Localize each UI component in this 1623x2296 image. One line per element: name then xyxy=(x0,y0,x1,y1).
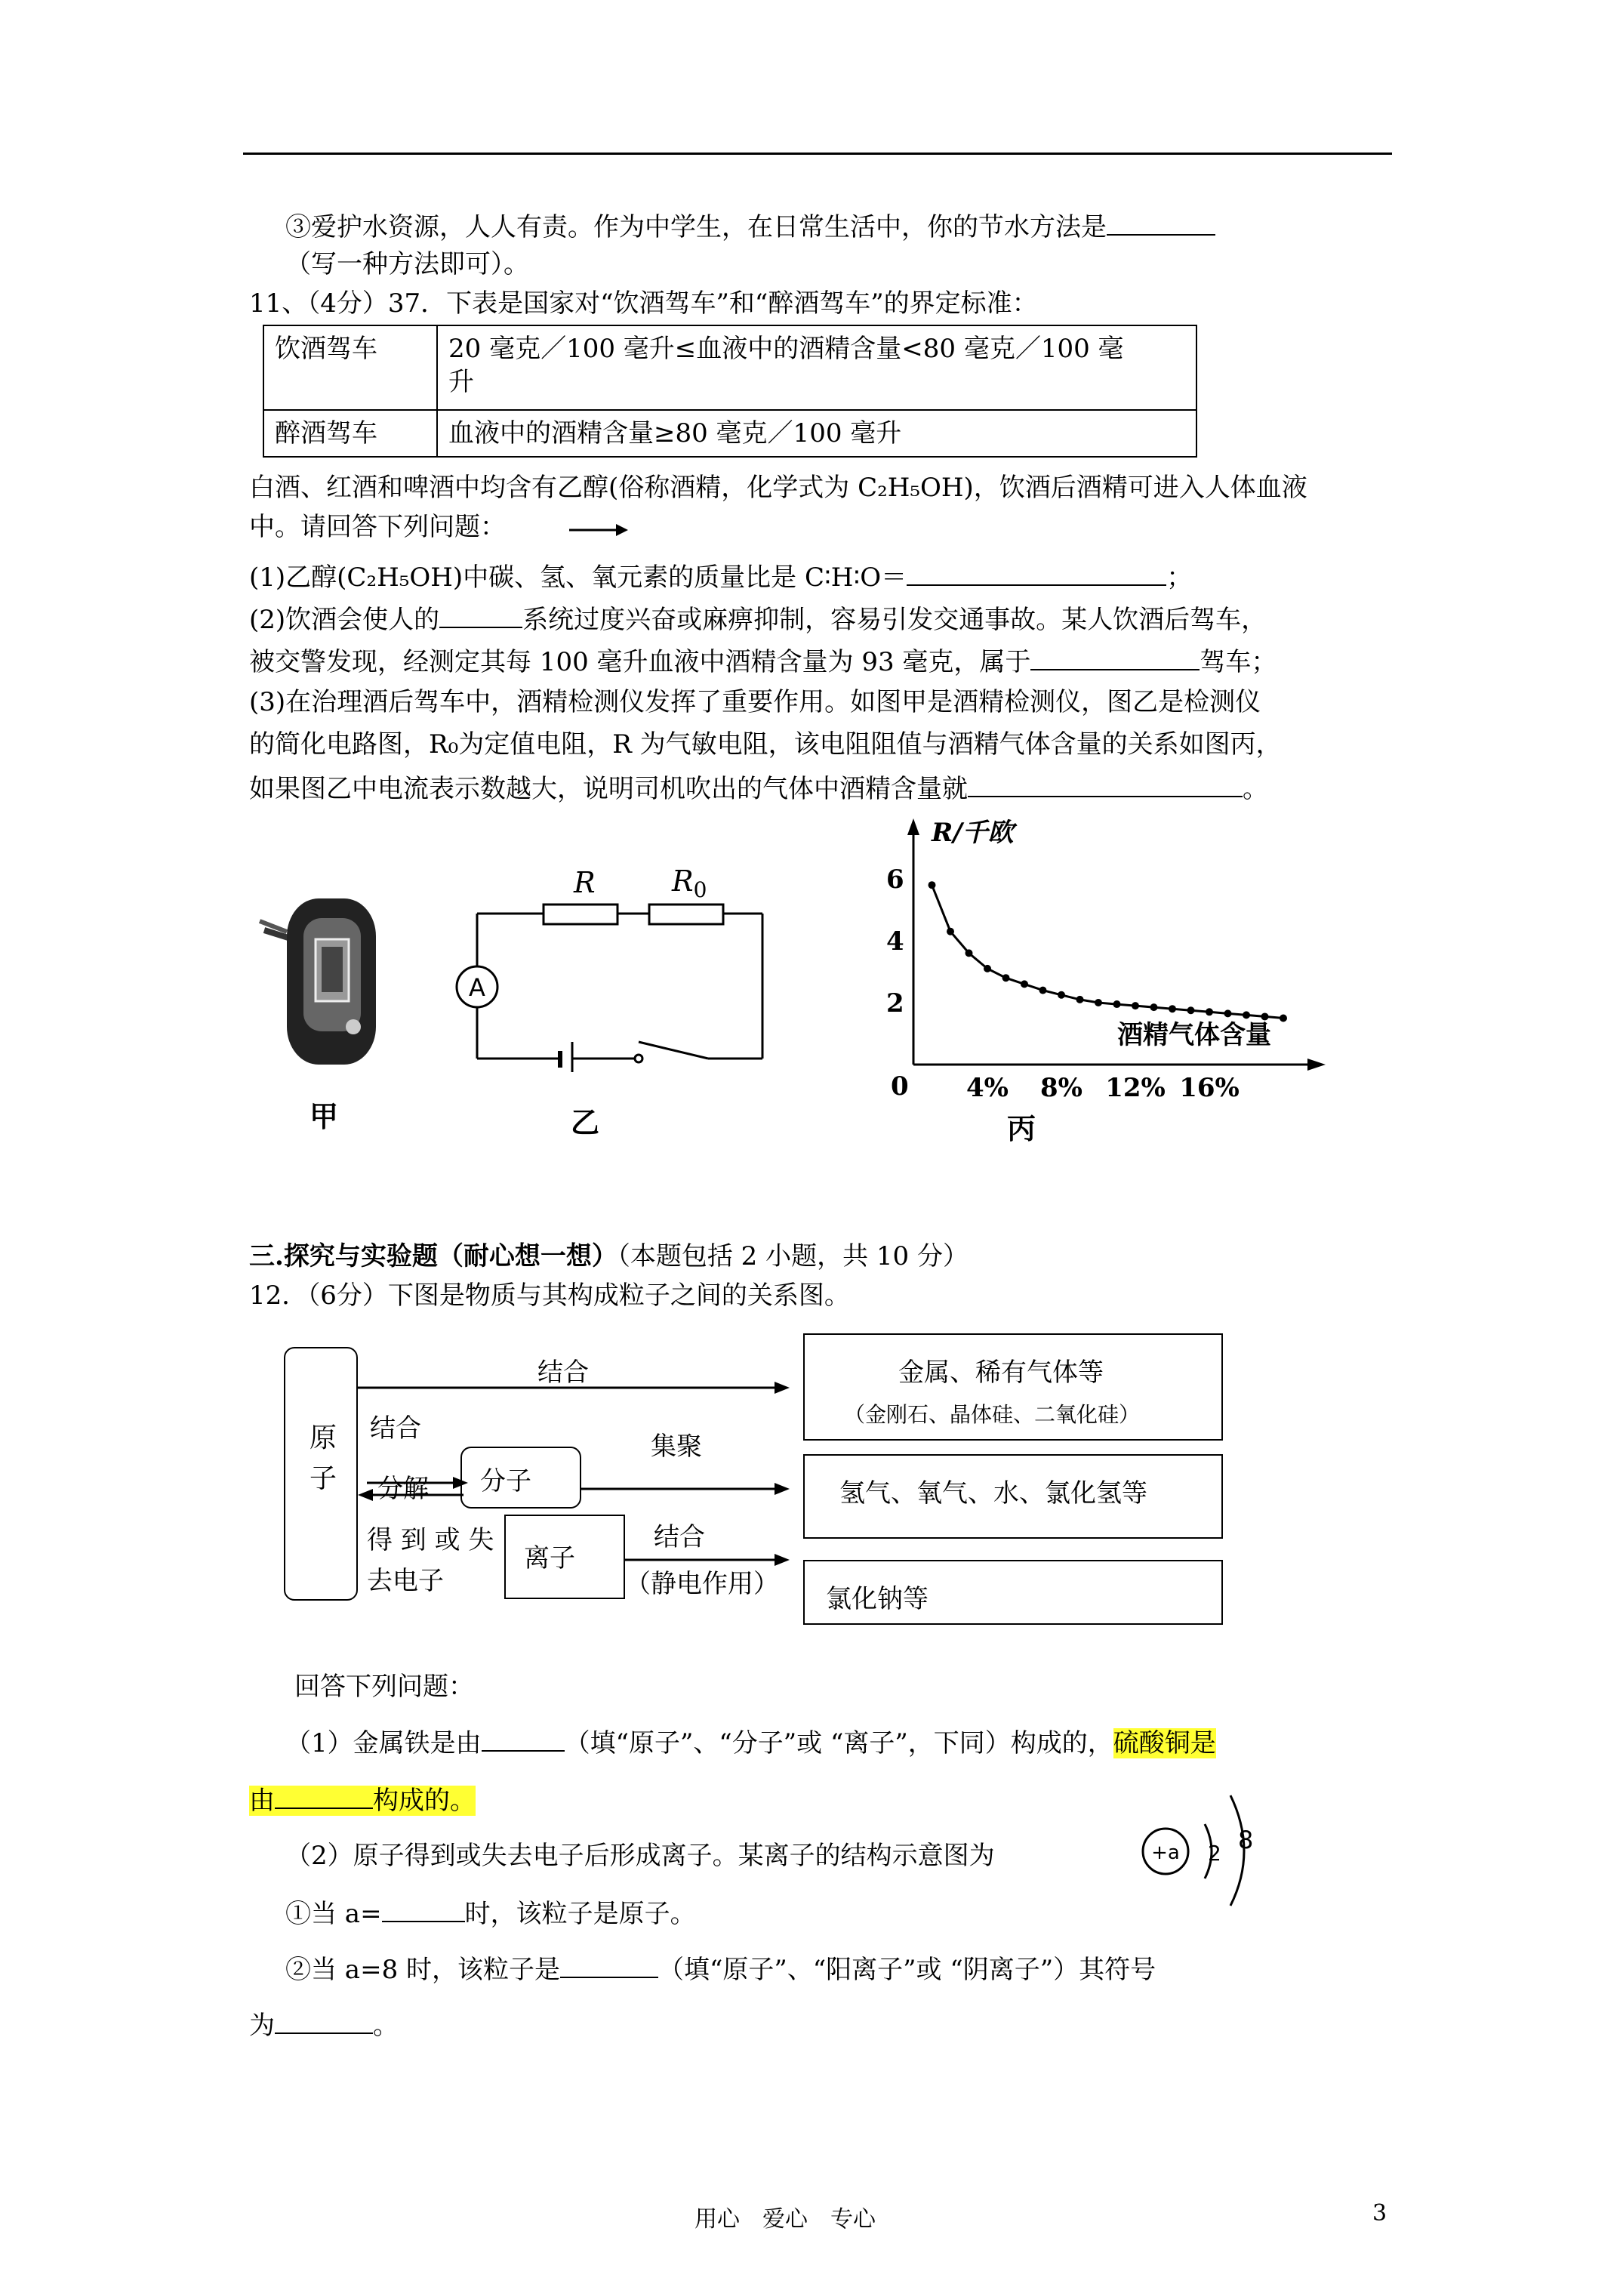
data-point xyxy=(1039,987,1047,994)
row-value: 血液中的酒精含量≥80 毫克／100 毫升 xyxy=(437,410,1196,457)
page-number: 3 xyxy=(1372,2200,1387,2227)
q11-p1: (1)乙醇(C₂H₅OH)中碳、氢、氧元素的质量比是 C∶H∶O＝ ； xyxy=(249,559,1192,594)
data-point xyxy=(1150,1003,1158,1011)
table-row xyxy=(263,410,1196,457)
electrostatic-label: （静电作用） xyxy=(625,1569,779,1599)
gain-lose-label-2: 去电子 xyxy=(367,1566,444,1596)
data-point xyxy=(1058,991,1065,999)
fig-label-yi: 乙 xyxy=(571,1105,600,1139)
y-axis-arrow xyxy=(907,818,919,835)
box1-line1: 金属、稀有气体等 xyxy=(898,1358,1104,1388)
q12-p2: （2）原子得到或失去电子后形成离子。某离子的结构示意图为 xyxy=(285,1841,995,1871)
box2-label: 氢气、氧气、水、氯化氢等 xyxy=(839,1478,1147,1509)
circuit-diagram xyxy=(445,853,778,1072)
y-tick-label: 4 xyxy=(886,926,904,957)
data-point xyxy=(1243,1011,1250,1019)
gain-lose-label-1: 得 到 或 失 xyxy=(367,1525,494,1555)
origin-label: 0 xyxy=(891,1071,909,1102)
combine-mid-label: 结合 xyxy=(370,1413,421,1444)
fig-label-jia: 甲 xyxy=(310,1099,339,1133)
combine-top-label: 结合 xyxy=(537,1358,589,1388)
q11-p3-3: 如果图乙中电流表示数越大，说明司机吹出的气体中酒精含量就 。 xyxy=(249,770,1268,806)
footer-center: 用心 爱心 专心 xyxy=(694,2206,876,2233)
resistor-r0-label: $R_0$ xyxy=(672,864,707,902)
combine-bottom-label: 结合 xyxy=(654,1522,705,1552)
drink-driving-table xyxy=(263,325,1197,458)
resistor-r0 xyxy=(649,905,723,924)
q12-p1: （1）金属铁是由 （填“原子”、“分子”或 “离子”，下同）构成的，硫酸铜是 xyxy=(285,1724,1216,1760)
x-axis-arrow xyxy=(1307,1059,1326,1071)
answer-blank[interactable] xyxy=(275,1782,373,1809)
data-point xyxy=(1224,1009,1232,1017)
data-point xyxy=(1206,1008,1213,1015)
arrow-right-icon xyxy=(775,1483,790,1495)
svg-text:2: 2 xyxy=(1208,1841,1221,1866)
q11-p2a: (2)饮酒会使人的 系统过度兴奋或麻痹抑制，容易引发交通事故。某人饮酒后驾车， xyxy=(249,601,1267,636)
ion-structure-diagram xyxy=(1132,1786,1283,1907)
q12-s2: ②当 a=8 时，该粒子是 （填“原子”、“阳离子”或 “阴离子”）其符号 xyxy=(285,1951,1156,1986)
q11-intro2: 中。请回答下列问题： xyxy=(249,512,506,542)
q10-3-line1: ③爱护水资源，人人有责。作为中学生，在日常生活中，你的节水方法是 xyxy=(285,208,1215,244)
row-label: 醉酒驾车 xyxy=(263,410,437,457)
x-tick-label: 8% xyxy=(1040,1073,1083,1103)
q11-p2b: 被交警发现，经测定其每 100 毫升血液中酒精含量为 93 毫克，属于 驾车； xyxy=(249,643,1277,679)
switch xyxy=(639,1042,708,1059)
arrow-left-icon xyxy=(358,1489,373,1501)
data-point xyxy=(1261,1012,1269,1020)
q11-intro1: 白酒、红酒和啤酒中均含有乙醇(俗称酒精，化学式为 C₂H₅OH)，饮酒后酒精可进入人体血液 xyxy=(249,473,1307,503)
data-point xyxy=(1132,1002,1139,1009)
molecule-label: 分子 xyxy=(480,1466,531,1496)
answer-blank[interactable] xyxy=(275,2007,373,2034)
data-point xyxy=(1002,974,1010,982)
answer-blank[interactable] xyxy=(382,1895,465,1922)
q12-intro: 回答下列问题： xyxy=(294,1672,474,1702)
resistance-chart xyxy=(853,815,1336,1148)
q12-s2-cont: 为 。 xyxy=(249,2007,399,2042)
row-value: 20 毫克／100 毫升≤血液中的酒精含量<80 毫克／100 毫 升 xyxy=(437,325,1196,410)
answer-blank[interactable] xyxy=(1030,643,1200,670)
data-point xyxy=(1169,1005,1176,1012)
data-point xyxy=(1076,996,1084,1003)
fig-label-bing: 丙 xyxy=(1007,1111,1036,1145)
y-axis-label: R/千欧 xyxy=(932,818,1014,848)
arrow-right-icon xyxy=(775,1382,790,1394)
data-point xyxy=(1095,999,1102,1006)
q12-p1-cont: 由 构成的。 xyxy=(249,1782,476,1817)
data-point xyxy=(1021,980,1028,988)
resistor-r xyxy=(544,905,617,924)
answer-blank[interactable] xyxy=(439,601,522,628)
q11-heading: 11、（4分）37．下表是国家对“饮酒驾车”和“醉酒驾车”的界定标准： xyxy=(249,288,1038,319)
data-point xyxy=(947,928,954,935)
atom-label-1: 原 xyxy=(310,1422,337,1453)
data-point xyxy=(1187,1006,1195,1014)
data-point xyxy=(1113,1000,1121,1008)
data-point xyxy=(965,949,973,957)
atom-label-2: 子 xyxy=(310,1463,337,1494)
answer-blank[interactable] xyxy=(968,770,1243,797)
data-point xyxy=(929,881,936,889)
x-tick-label: 16% xyxy=(1179,1073,1240,1103)
x-tick-label: 4% xyxy=(966,1073,1009,1103)
answer-blank[interactable] xyxy=(1107,208,1215,236)
box1-line2: （金刚石、晶体硅、二氧化硅） xyxy=(844,1402,1141,1427)
resistor-r-label: R xyxy=(574,866,596,899)
ammeter-label: A xyxy=(469,973,485,1002)
y-tick-label: 2 xyxy=(886,988,904,1019)
answer-blank[interactable] xyxy=(482,1724,565,1752)
breathalyzer-image xyxy=(257,891,393,1072)
x-tick-label: 12% xyxy=(1105,1073,1166,1103)
gather-label: 集聚 xyxy=(651,1432,702,1462)
svg-text:8: 8 xyxy=(1238,1826,1254,1854)
q12-heading: 12．（6分）下图是物质与其构成粒子之间的关系图。 xyxy=(249,1281,850,1311)
section3-title: 三.探究与实验题（耐心想一想）（本题包括 2 小题，共 10 分） xyxy=(249,1241,969,1271)
q11-p3-1: (3)在治理酒后驾车中，酒精检测仪发挥了重要作用。如图甲是酒精检测仪，图乙是检测仪 xyxy=(249,687,1261,717)
header-rule xyxy=(243,153,1392,155)
q10-3-line2: （写一种方法即可）。 xyxy=(285,249,529,279)
series-line xyxy=(932,885,1284,1018)
answer-blank[interactable] xyxy=(907,559,1166,586)
y-tick-label: 6 xyxy=(886,864,904,895)
answer-blank[interactable] xyxy=(560,1951,658,1978)
row-label: 饮酒驾车 xyxy=(263,325,437,410)
x-axis-label: 酒精气体含量 xyxy=(1117,1020,1271,1050)
box3-label: 氯化钠等 xyxy=(826,1584,929,1614)
q11-p3-2: 的简化电路图，R₀为定值电阻，R 为气敏电阻，该电阻阻值与酒精气体含量的关系如图丙， xyxy=(249,729,1282,760)
svg-text:+a: +a xyxy=(1151,1841,1180,1864)
table-row xyxy=(263,325,1196,410)
ion-label: 离子 xyxy=(524,1543,575,1573)
decompose-label: 分解 xyxy=(377,1474,429,1504)
arrow-right-icon xyxy=(568,521,628,539)
data-point xyxy=(984,965,991,972)
data-point xyxy=(1280,1015,1287,1022)
q12-s1: ①当 a= 时，该粒子是原子。 xyxy=(285,1895,696,1931)
